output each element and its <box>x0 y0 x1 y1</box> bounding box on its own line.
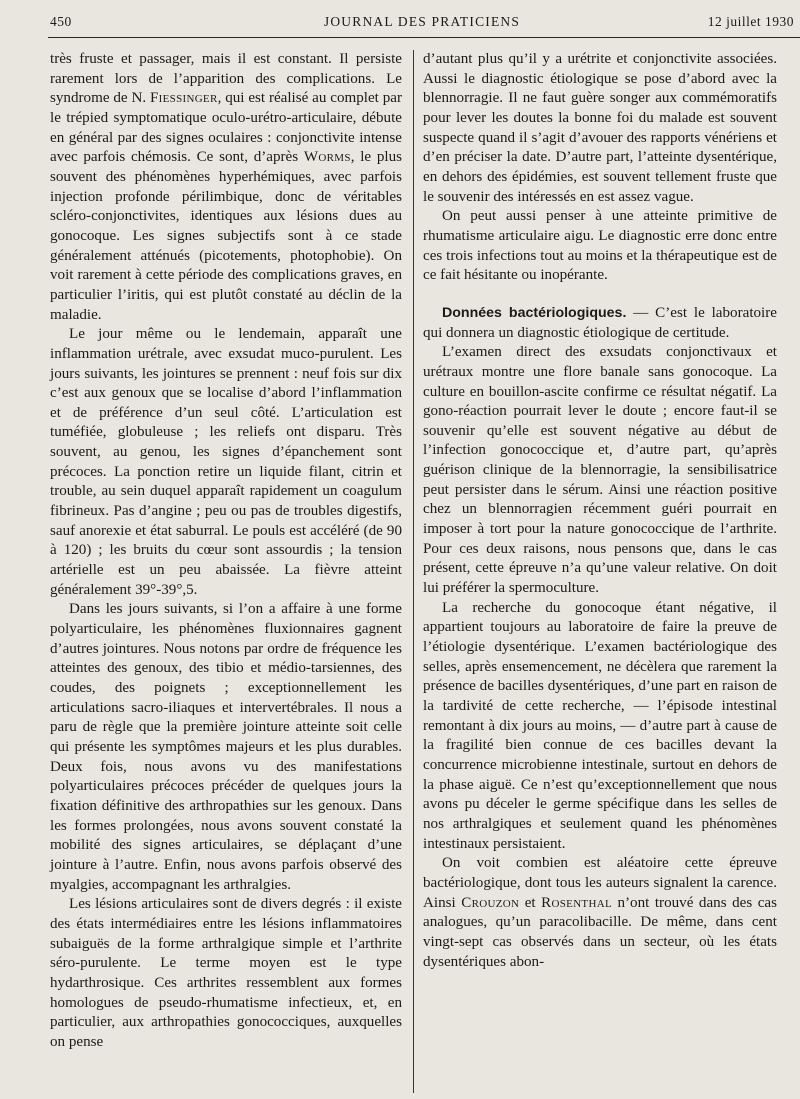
paragraph: Le jour même ou le lendemain, apparaît une inflammation urétrale, avec exsudat muco-purulent. Les jours suivants, les jointures se prennent : neuf fois sur dix c’est aux genoux que se localise d’abord l’inflammation et de préférence d’un seul côté. L’articulation est tuméfiée, globuleuse ; les reliefs ont disparu. Très souvent, au genou, les signes d’épanchement sont précoces. La ponction retire un liquide filant, citrin et trouble, au sein duquel apparaît rapidement un coagulum fibrineux. Pas d’angine ; peu ou pas de troubles digestifs, sauf anorexie et état saburral. Le pouls est accéléré (de 90 à 120) ; les bruits du cœur sont assourdis ; la tension artérielle est un peu abaissée. La fièvre atteint généralement 39°-39°,5. <box>50 326 402 598</box>
section-heading: Données bactériologiques. <box>442 304 627 321</box>
author-name: Crouzon <box>461 894 520 911</box>
issue-date: 12 juillet 1930 <box>707 14 794 29</box>
left-column <box>50 50 402 1052</box>
column-divider <box>413 50 414 1093</box>
paragraph: très fruste et passager, mais il est constant. Il persiste rarement lors de l’apparition des complications. Le syndrome de N. Fiessinger, qui est réalisé au complet par le trépied symptomatique oculo-urétro-articulaire, débute en général par des signes oculaires : conjonctivite intense avec parfois chémosis. Ce sont, d’après Worms, le plus souvent des phénomènes hyperhémiques, avec parfois injection profonde périlimbique, donc de véritables scléro-conjonctivites, identiques aux lésions dues au gonocoque. Les signes subjectifs sont à ce stade généralement atténués (picotements, photophobie). On voit rarement à cette période des complications graves, en particulier l’iritis, qui est plutôt constaté au déclin de la maladie. <box>50 51 402 323</box>
page-number: 450 <box>50 14 72 29</box>
author-name: Rosenthal <box>541 894 612 911</box>
author-name: Worms <box>303 149 351 166</box>
header-rule <box>48 37 800 38</box>
paragraph: On voit combien est aléatoire cette épreuve bactériologique, dont tous les auteurs signalent la carence. Ainsi Crouzon et Rosenthal n’ont trouvé dans des cas analogues, qu’un paracolibacille. De même, dans cent vingt-sept cas observés dans un secteur, où les états dysentériques abon- <box>423 855 777 970</box>
paragraph: La recherche du gonocoque étant négative, il appartient toujours au laboratoire de faire la preuve de l’étiologie dysentérique. L’examen bactériologique des selles, après ensemencement, ne décèlera que rarement la présence de bacilles dysentériques, d’une part en raison de la tardivité de cette recherche, — l’épisode intestinal remontant à dix jours au moins, — d’autre part à cause de la fragilité bien connue de ces bacilles devant la concurrence microbienne intestinale, surtout en dehors de la phase aiguë. Ce n’est qu’exceptionnellement que nous avons pu déceler le germe spécifique dans les selles de nos arthralgiques et seulement quand les phénomènes intestinaux persistaient. <box>423 599 777 852</box>
paragraph: L’examen direct des exsudats conjonctivaux et urétraux montre une flore banale sans gonocoque. La culture en bouillon-ascite confirme ce résultat négatif. La gono-réaction pourrait lever le doute ; encore faut-il se souvenir qu’elle est souvent négative au début de l’infection gonococcique et, d’autre part, qu’après guérison clinique de la blennorragie, la sensibilisatrice peut persister dans le sérum. Ainsi une réaction positive chez un blennorragien récemment guéri pourrait en imposer à tort pour la nature gonococcique de l’arthrite. Pour ces deux raisons, nous pensons que, dans le cas présent, cette épreuve n’a qu’une valeur relative. On doit lui préférer la spermoculture. <box>423 344 777 597</box>
section-paragraph: Données bactériologiques. — C’est le laboratoire qui donnera un diagnostic étiologique de certitude. <box>423 304 777 341</box>
right-column <box>423 50 777 972</box>
paragraph: On peut aussi penser à une atteinte primitive de rhumatisme articulaire aigu. Le diagnostic erre donc entre ces trois infections tout au moins et la thérapeutique est de ce fait hésitante ou inopérante. <box>423 208 777 284</box>
paragraph: Les lésions articulaires sont de divers degrés : il existe des états intermédiaires entre les lésions inflammatoires subaiguës de la forme arthralgique simple et l’arthrite séro-purulente. Le terme moyen est le type hydarthrosique. Ces arthrites ressemblent aux formes homologues de pseudo-rhumatisme infectieux, et, en particulier, aux arthropathies gonococciques, auxquelles on pense <box>50 896 402 1050</box>
journal-title: JOURNAL DES PRATICIENS <box>323 14 521 29</box>
paragraph: d’autant plus qu’il y a urétrite et conjonctivite associées. Aussi le diagnostic étiologique se pose d’abord avec la blennorragie. Il ne faut guère songer aux commémoratifs pour lever les doutes la bonne foi du malade est souvent suspecte quand il s’agit d’avouer des rapports vénériens et d’en préciser la date. D’autre part, l’atteinte dysentérique, en dehors des épidémies, est souvent tellement fruste que le souvenir des intéressés en est assez vague. <box>423 51 777 205</box>
paragraph: Dans les jours suivants, si l’on a affaire à une forme polyarticulaire, les phénomènes fluxionnaires gagnent d’autres jointures. Nous notons par ordre de fréquence les atteintes des genoux, des tibio et médio-tarsiennes, des coudes, des poignets ; exceptionnellement les articulations sacro-iliaques et intervertébrales. Il nous a paru de règle que la première jointure atteinte soit celle qui présente les symptômes majeurs et les plus durables. Deux fois, nous avons vu des manifestations polyarticulaires précoces précéder de quelques jours la fixation définitive des arthropathies sur les genoux. Dans les formes prolongées, nous avons souvent constaté la mobilité des signes articulaires, se déplaçant d’une jointure à l’autre. Enfin, nous avons parfois observé des myalgies, accompagnant les arthralgies. <box>50 601 402 893</box>
running-header <box>50 12 794 34</box>
author-name: Fiessinger <box>149 90 218 107</box>
